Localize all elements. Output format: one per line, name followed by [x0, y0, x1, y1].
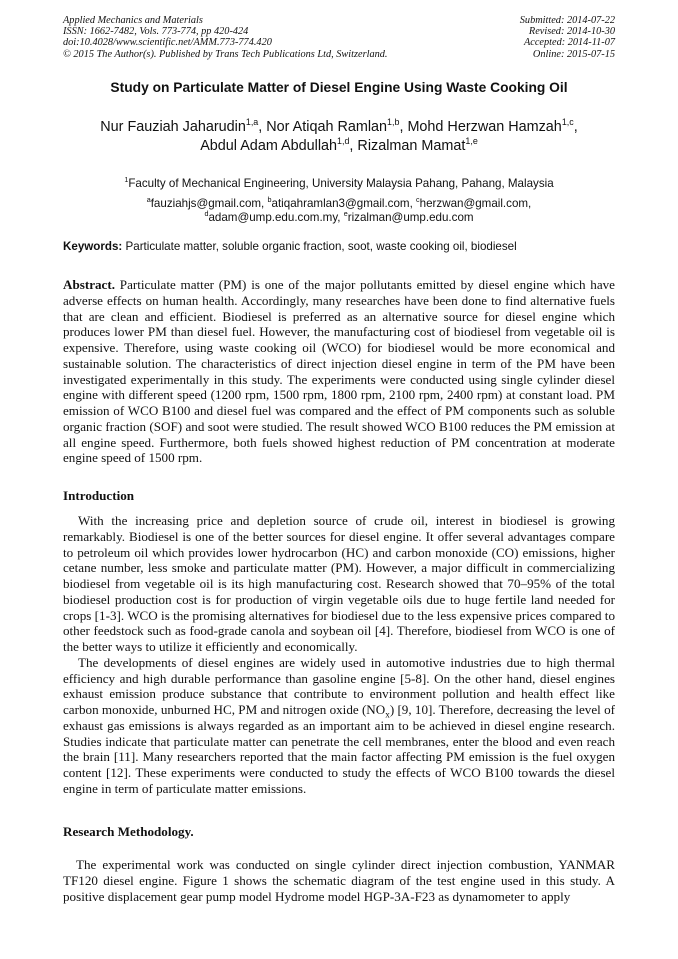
author-affil-mark: 1,d [337, 136, 350, 147]
date-accepted: Accepted: 2014-11-07 [523, 37, 615, 49]
author-affil-mark: 1,a [245, 117, 259, 128]
submission-dates [520, 15, 615, 60]
affiliation-text: Faculty of Mechanical Engineering, University Malaysia Pahang, Pahang, Malaysia [128, 177, 554, 190]
journal-issn: ISSN: 1662-7482, Vols. 773-774, pp 420-424 [63, 26, 249, 38]
affiliation [40, 177, 638, 190]
keywords-text: Particulate matter, soluble organic fraction, soot, waste cooking oil, biodiesel [125, 240, 517, 253]
paper-title: Study on Particulate Matter of Diesel Engine Using Waste Cooking Oil [110, 80, 568, 95]
author-affil-mark: 1,e [465, 136, 478, 147]
author-emails [40, 197, 638, 225]
author-list: Nur Fauziah Jaharudin$^{1,a}$, Nor Atiqah Ramlan$^{1,b}$, Mohd Herzwan Hamzah$^{1,c}$, Abdul Adam Abdullah$^{1,d}$, Rizalman Mamat$^{1,e}$ [100, 117, 578, 154]
introduction-paragraph: With the increasing price and depletion source of crude oil, interest in biodiesel is growing remarkably. Biodiesel is one of the better sources for diesel engine. It offer several advantages compare to petroleum oil which provides lower hydrocarbon (HC) and carbon monoxide (CO) emissions, higher cetane number, less smoke and particulate matter (PM). However, a major difficult in commercializing biodiesel from vegetable oil is its high manufacturing cost. Research showed that 70–95% of the total biodiesel production cost is for production of virgin vegetable oils due to huge fertile land needed for crops [1-3]. WCO is the promising alternatives for biodiesel due to the less expensive prices compared to other feedstock such as food-grade canola and soybean oil [4]. Therefore, biodiesel from WCO is one of the better ways to utilize it efficiently and economically. [63, 513, 615, 654]
date-online: Online: 2015-07-15 [532, 48, 615, 60]
author-name: Rizalman Mamat [357, 138, 466, 154]
email-mark: c [416, 195, 420, 205]
abstract [63, 277, 615, 466]
section-heading-methodology: Research Methodology. [63, 824, 194, 839]
subscript: x [385, 709, 390, 720]
journal-doi: doi:10.4028/www.scientific.net/AMM.773-774.420 [63, 37, 272, 49]
author-name: Abdul Adam Abdullah [200, 138, 338, 154]
email-link[interactable]: atiqahramlan3@gmail.com, [271, 197, 413, 210]
author-affil-mark: 1,b [387, 117, 400, 128]
journal-info [63, 15, 387, 60]
email-mark: e [343, 209, 348, 219]
methodology-body [63, 857, 615, 904]
email-mark: d [204, 209, 209, 219]
email-link[interactable]: herzwan@gmail.com, [419, 197, 532, 210]
introduction-paragraph [63, 655, 615, 797]
journal-name: Applied Mechanics and Materials [63, 15, 203, 26]
keywords-label: Keywords: [63, 240, 123, 253]
keywords [63, 240, 623, 253]
paragraph-text: The developments of diesel engines are widely used in automotive industries due to high thermal efficiency and high durable performance than gasoline engine [5-8]. On the other hand, diesel engines exhaust emission produce substance that contribute to environment pollution and health effect like carbon monoxide, unburned HC, PM and nitrogen oxide (NO [63, 654, 615, 717]
author-name: Mohd Herzwan Hamzah [407, 119, 562, 135]
journal-copyright: © 2015 The Author(s). Published by Trans Tech Publications Ltd, Switzerland. [63, 48, 388, 60]
author-affil-mark: 1,c [561, 117, 574, 128]
introduction-body [63, 513, 615, 797]
email-link[interactable]: adam@ump.edu.com.my, [208, 211, 341, 224]
affiliation-mark: 1 [124, 175, 129, 185]
email-link[interactable]: rizalman@ump.edu.com [347, 211, 474, 224]
email-link[interactable]: fauziahjs@gmail.com, [150, 197, 265, 210]
abstract-text: Particulate matter (PM) is one of the major pollutants emitted by diesel engine which have adverse effects on human health. Accordingly, many researches have been done to find alternative fuels that are clean and efficient. Biodiesel is preferred as an alternative source for diesel engine which produces lower PM than diesel fuel. However, the manufacturing cost of biodiesel from vegetable oil is expensive. Therefore, using waste cooking oil (WCO) for biodiesel would be more economical and sustainable solution. The characteristics of direct injection diesel engine in term of the PM have been investigated experimentally in this study. The experiments were conducted using single cylinder diesel engine with different speed (1200 rpm, 1500 rpm, 1800 rpm, 2100 rpm, 2400 rpm) at constant load. PM emission of WCO B100 and diesel fuel was compared and the effect of PM components such as soluble organic fraction (SOF) and soot were studied. The result showed WCO B100 reduces the PM emission at all engine speed. Furthermore, both fuels showed highest reduction of PM concentration at moderate engine speed of 1500 rpm. [63, 277, 615, 466]
date-submitted: Submitted: 2014-07-22 [519, 15, 615, 26]
section-heading-introduction: Introduction [63, 488, 135, 503]
email-mark: b [267, 195, 272, 205]
email-mark: a [146, 195, 151, 205]
author-name: Nor Atiqah Ramlan [266, 119, 388, 135]
author-name: Nur Fauziah Jaharudin [100, 119, 246, 135]
date-revised: Revised: 2014-10-30 [528, 26, 615, 38]
abstract-label: Abstract. [63, 277, 115, 292]
paragraph-text: ) [9, 10]. Therefore, decreasing the level of exhaust gas emissions is always regarded as an important aim to be achieved in diesel engine research. Studies indicate that particulate matter can penetrate the cell membranes, enter the blood and even reach the brain [11]. Many researchers reported that the main factor affecting PM emission is the fuel oxygen content [12]. These experiments were conducted to study the effects of WCO B100 towards the diesel engine in term of particulate matter emissions. [63, 702, 615, 796]
methodology-paragraph: The experimental work was conducted on single cylinder direct injection combustion, YANMAR TF120 diesel engine. Figure 1 shows the schematic diagram of the test engine used in this study. A positive displacement gear pump model Hydrome model HGP-3A-F23 as dynamometer to apply [63, 857, 615, 904]
